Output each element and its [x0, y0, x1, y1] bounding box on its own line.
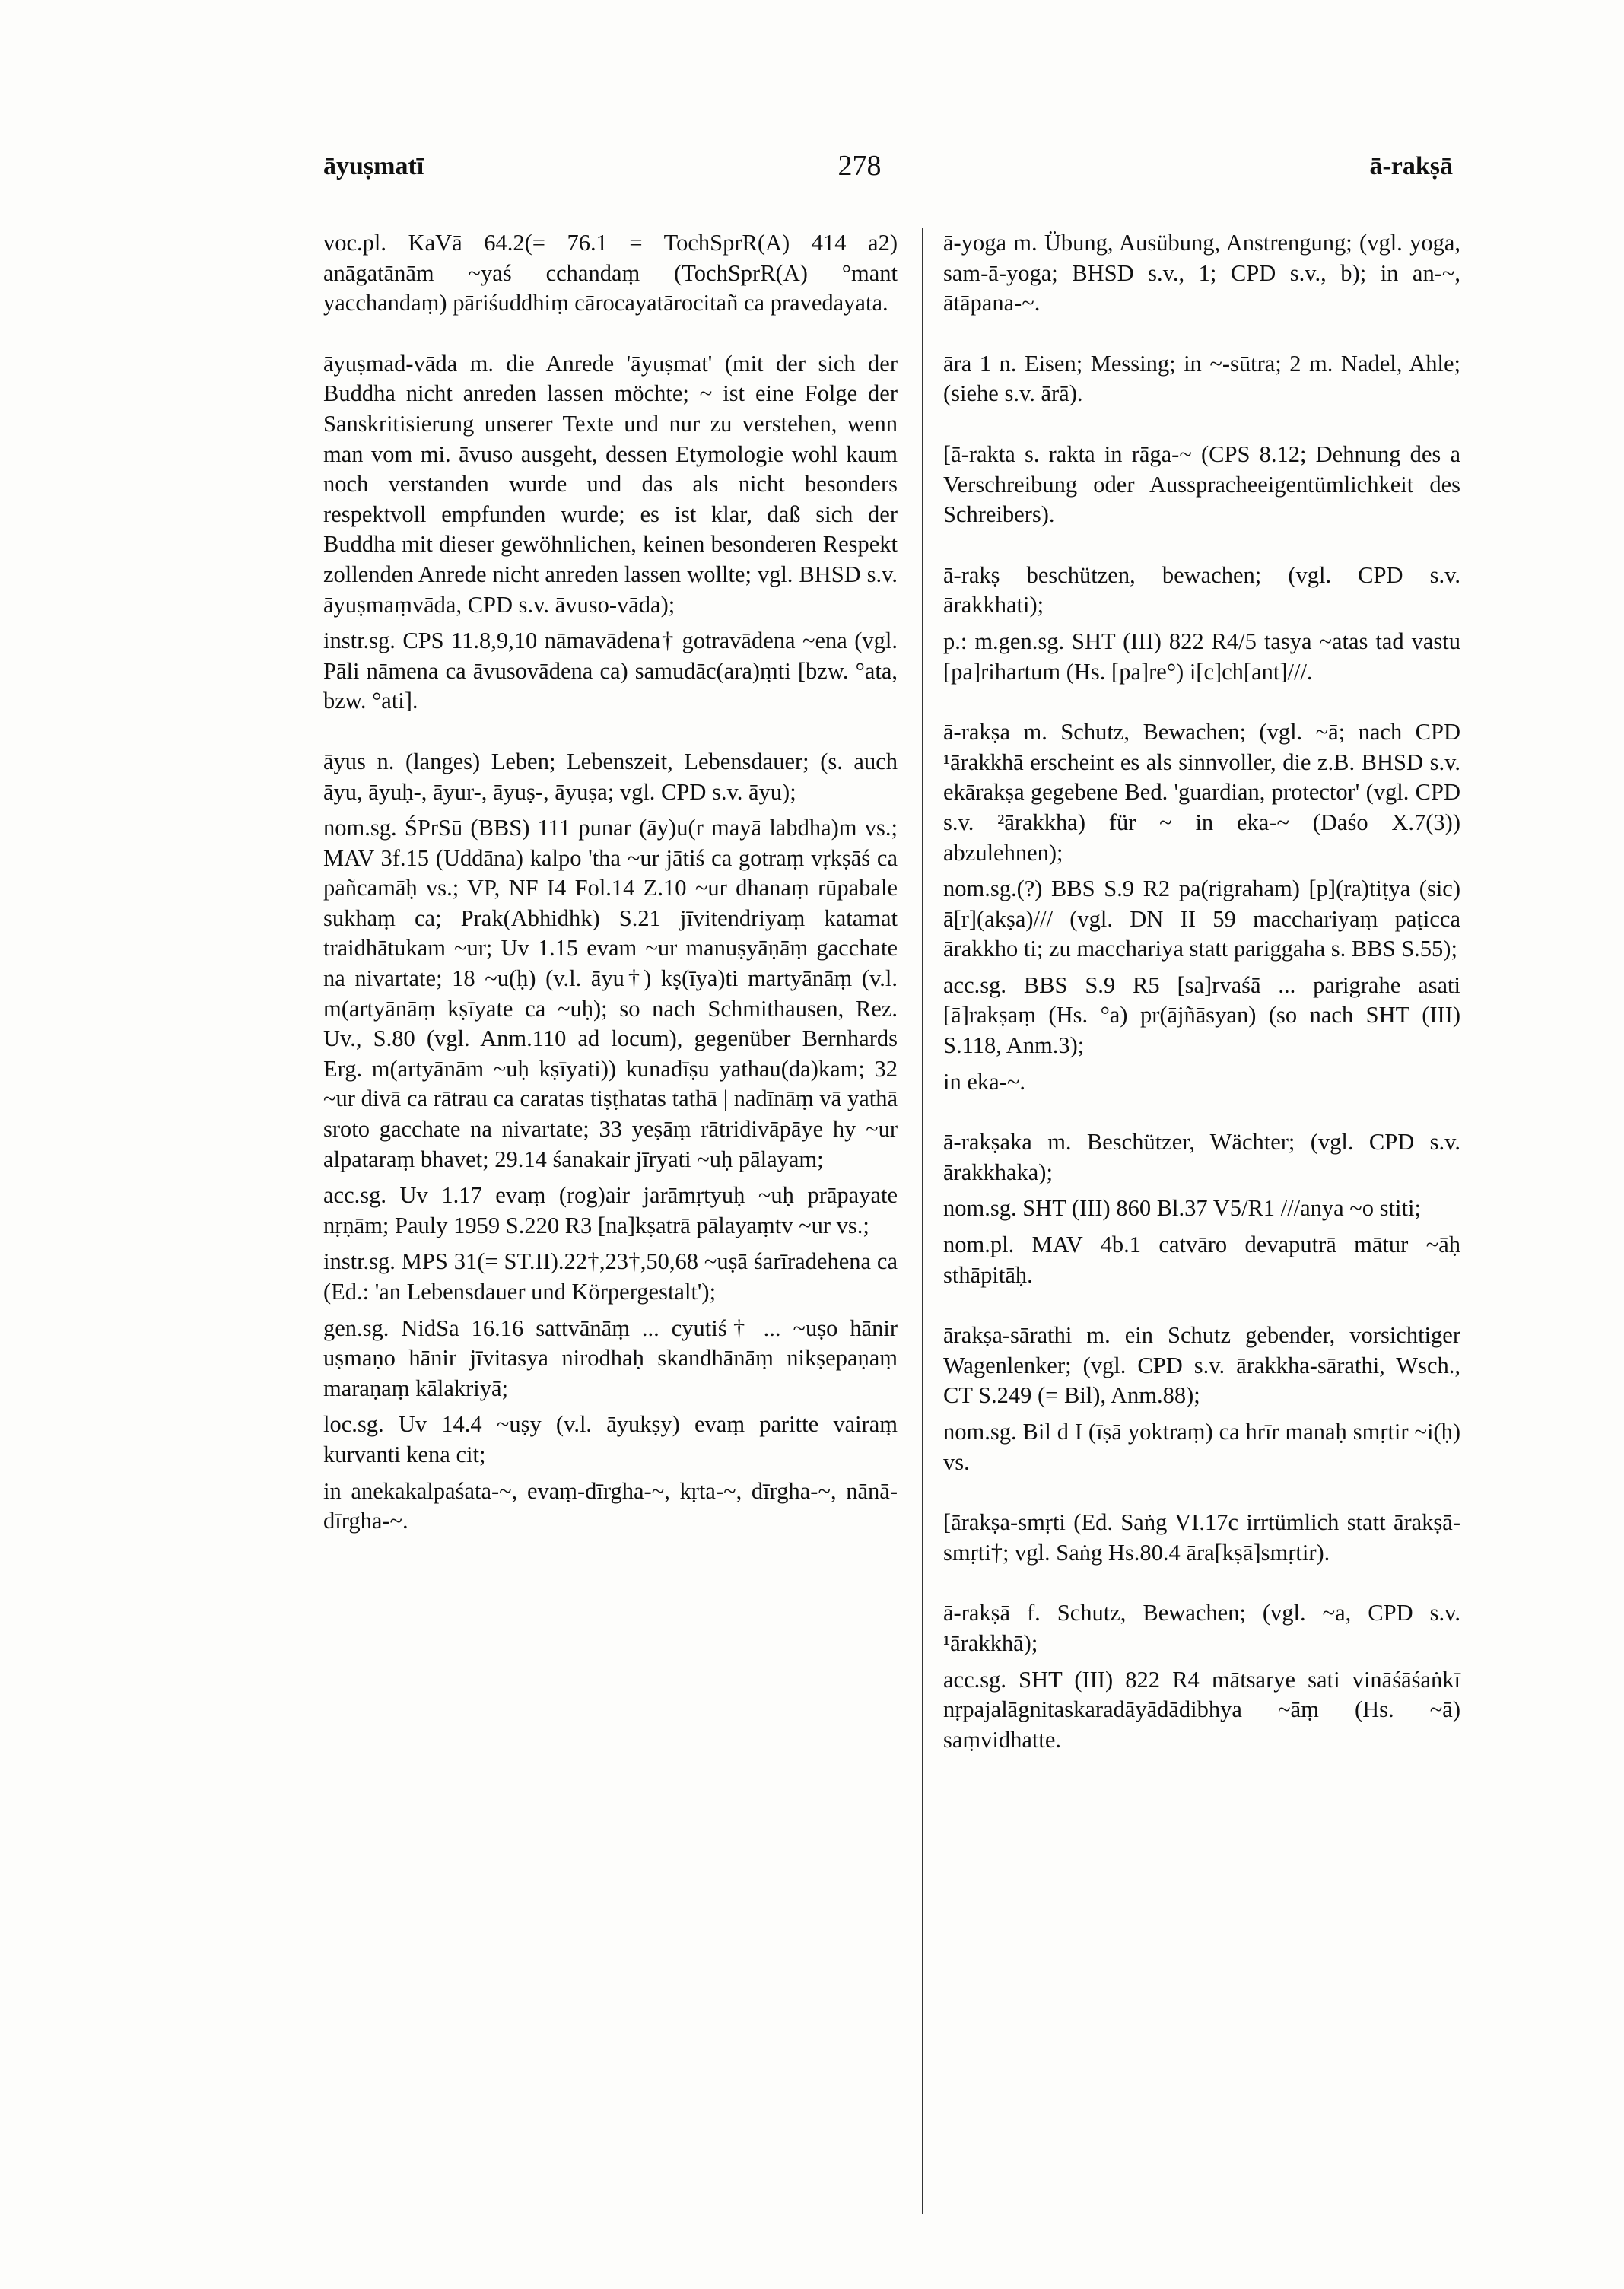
dictionary-entry: [ārakṣa-smṛti (Ed. Saṅg VI.17c irrtümlich statt ārakṣā-smṛti†; vgl. Saṅg Hs.80.4 āra[kṣā]smṛtir). [943, 1509, 1460, 1566]
dictionary-entry: in anekakalpaśata-~, evaṃ-dīrgha-~, kṛta-~, dīrgha-~, nānā-dīrgha-~. [323, 1477, 898, 1534]
dictionary-entry: loc.sg. Uv 14.4 ~uṣy (v.l. āyukṣy) evaṃ paritte vairaṃ kurvanti kena cit; [323, 1411, 898, 1467]
dictionary-entry: āyus n. (langes) Leben; Lebenszeit, Lebensdauer; (s. auch āyu, āyuḥ-, āyur-, āyuṣ-, āyuṣa; vgl. CPD s.v. āyu); [323, 748, 898, 805]
dictionary-entry: nom.sg.(?) BBS S.9 R2 pa(rigraham) [p](ra)tiṭya (sic) ā[r](akṣa)/// (vgl. DN II 59 macchariyaṃ paṭicca ārakkho ti; zu macchariya statt pariggaha s. BBS S.55); [943, 876, 1460, 962]
running-head-right: ā-rakṣā [1369, 152, 1453, 180]
dictionary-entry: āyuṣmad-vāda m. die Anrede 'āyuṣmat' (mit der sich der Buddha nicht anreden lassen möchte; ~ ist eine Folge der Sanskritisierung unserer Texte und nur zu verstehen, wenn man vom mi. āvuso ausgeht, dessen Etymologie wohl kaum noch verstanden wurde und das als nicht besonders respektvoll empfunden wurde; es ist klar, daß sich der Buddha mit dieser gewöhnlichen, keinen besonderen Respekt zollenden Anrede nicht anreden lassen wollte; vgl. BHSD s.v. āyuṣmaṃvāda, CPD s.v. āvuso-vāda); [323, 350, 898, 618]
dictionary-entry: instr.sg. CPS 11.8,9,10 nāmavādena† gotravādena ~ena (vgl. Pāli nāmena ca āvusovādena ca) samudāc(ara)ṃti [bzw. °ata, bzw. °ati]. [323, 628, 898, 714]
dictionary-entry: acc.sg. SHT (III) 822 R4 mātsarye sati vināśāśaṅkī nṛpajalāgnitaskaradāyādādibhya ~āṃ (Hs. ~ā) saṃvidhatte. [943, 1666, 1460, 1753]
dictionary-entry: ārakṣa-sārathi m. ein Schutz gebender, vorsichtiger Wagenlenker; (vgl. CPD s.v. ārakkha-sārathi, Wsch., CT S.249 (= Bil), Anm.88); [943, 1322, 1460, 1409]
column-divider [922, 228, 923, 2214]
dictionary-entry: nom.pl. MAV 4b.1 catvāro devaputrā mātur ~āḥ sthāpitāḥ. [943, 1232, 1460, 1288]
dictionary-entry: ā-rakṣā f. Schutz, Bewachen; (vgl. ~a, CPD s.v. ¹ārakkhā); [943, 1600, 1460, 1656]
dictionary-entry: acc.sg. BBS S.9 R5 [sa]rvaśā ... parigrahe asati [ā]rakṣaṃ (Hs. °a) pr(ājñāsyan) (so nach SHT (III) S.118, Anm.3); [943, 971, 1460, 1059]
left-column [323, 228, 898, 1543]
dictionary-entry: nom.sg. Bil d I (īṣā yoktraṃ) ca hrīr manaḥ smṛtir ~i(ḥ) vs. [943, 1419, 1460, 1475]
dictionary-entry: nom.sg. ŚPrSū (BBS) 111 punar (āy)u(r mayā labdha)m vs.; MAV 3f.15 (Uddāna) kalpo 'tha ~ur jātiś ca gotraṃ vṛkṣāś ca pañcamāḥ vs.; VP, NF I4 Fol.14 Z.10 ~ur dhanaṃ rūpabale sukhaṃ ca; Prak(Abhidhk) S.21 jīvitendriyaṃ katamat traidhātukam ~ur; Uv 1.15 evam ~ur manuṣyāṇāṃ gacchate na nivartate; 18 ~u(ḥ) (v.l. āyu†) kṣ(īya)ti martyānāṃ (v.l. m(artyānāṃ kṣīyate ca ~uḥ); so nach Schmithausen, Rez. Uv., S.80 (vgl. Anm.110 ad locum), gegenüber Bernhards Erg. m(artyānām ~uḥ kṣīyati)) kunadīṣu yathau(da)kam; 32 ~ur divā ca rātrau ca caratas tiṣṭhatas tathā | nadīnāṃ vā yathā sroto gacchate na nivartate; 33 yeṣāṃ rātridivāpāye hy ~ur alpataraṃ bhavet; 29.14 śanakair jīryati ~uḥ pālayam; [323, 815, 898, 1172]
dictionary-entry: voc.pl. KaVā 64.2(= 76.1 = TochSprR(A) 414 a2) anāgatānām ~yaś cchandaṃ (TochSprR(A) °mant yacchandaṃ) pāriśuddhiṃ cārocayatārocitañ ca pravedayata. [323, 230, 898, 316]
dictionary-entry: acc.sg. Uv 1.17 evaṃ (rog)air jarāmṛtyuḥ ~uḥ prāpayate nṛṇām; Pauly 1959 S.220 R3 [na]kṣatrā pālayaṃtv ~ur vs.; [323, 1182, 898, 1238]
dictionary-entry: gen.sg. NidSa 16.16 sattvānāṃ ... cyutiś† ... ~uṣo hānir uṣmaṇo hānir jīvitasya nirodhaḥ skandhānāṃ nikṣepaṇaṃ maraṇaṃ kālakriyā; [323, 1315, 898, 1401]
dictionary-entry: p.: m.gen.sg. SHT (III) 822 R4/5 tasya ~atas tad vastu [pa]rihartum (Hs. [pa]re°) i[c]ch[ant]///. [943, 628, 1460, 685]
dictionary-entry: in eka-~. [943, 1068, 1025, 1095]
dictionary-entry: ā-yoga m. Übung, Ausübung, Anstrengung; (vgl. yoga, sam-ā-yoga; BHSD s.v., 1; CPD s.v., b); in an-~, ātāpana-~. [943, 230, 1460, 316]
dictionary-entry: ā-rakṣa m. Schutz, Bewachen; (vgl. ~ā; nach CPD ¹ārakkhā erscheint es als sinnvoller, die z.B. BHSD s.v. ekārakṣa gegebene Bed. 'guardian, protector' (vgl. CPD s.v. ²ārakkha) für ~ in eka-~ (Daśo X.7(3)) abzulehnen); [943, 719, 1460, 866]
page-number: 278 [837, 150, 882, 182]
dictionary-entry: ā-rakṣ beschützen, bewachen; (vgl. CPD s.v. ārakkhati); [943, 561, 1460, 618]
dictionary-entry: instr.sg. MPS 31(= ST.II).22†,23†,50,68 ~uṣā śarīradehena ca (Ed.: 'an Lebensdauer und Körpergestalt'); [323, 1248, 898, 1305]
dictionary-entry: [ā-rakta s. rakta in rāga-~ (CPS 8.12; Dehnung des a Verschreibung oder Aussprachееigentümlichkeit des Schreibers). [943, 440, 1460, 528]
dictionary-entry: ā-rakṣaka m. Beschützer, Wächter; (vgl. CPD s.v. ārakkhaka); [943, 1129, 1460, 1185]
right-column [943, 228, 1460, 1785]
dictionary-entry: nom.sg. SHT (III) 860 Bl.37 V5/R1 ///anya ~o stiti; [943, 1195, 1421, 1222]
dictionary-entry: āra 1 n. Eisen; Messing; in ~-sūtra; 2 m. Nadel, Ahle; (siehe s.v. ārā). [943, 350, 1460, 407]
running-head-left: āyuṣmatī [323, 152, 424, 180]
